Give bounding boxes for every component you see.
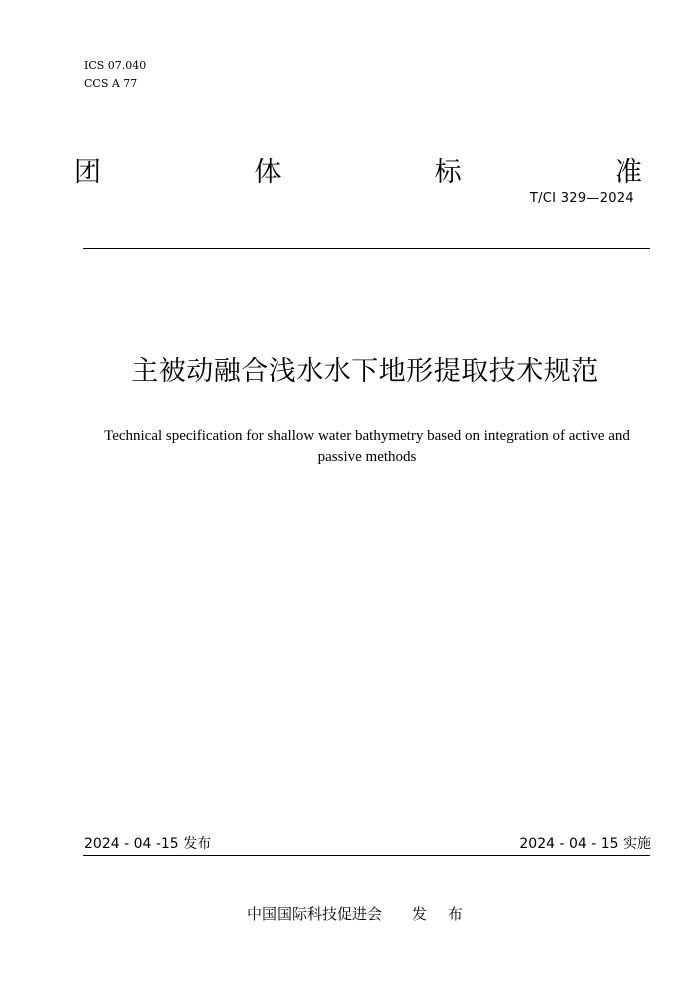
date-row — [84, 834, 651, 854]
standard-number: T/CI 329—2024 — [529, 191, 634, 206]
heading-char-1: 团 — [74, 157, 101, 188]
heading-char-2: 体 — [254, 157, 282, 188]
heading-char-4: 准 — [614, 157, 642, 188]
ics-code: ICS 07.040 — [84, 59, 147, 72]
document-title-english: Technical specification for shallow water bathymetry based on integration of active and passive methods — [104, 428, 630, 465]
bottom-divider — [83, 855, 650, 856]
document-title-chinese: 主被动融合浅水水下地形提取技术规范 — [131, 356, 599, 387]
top-divider — [83, 248, 650, 249]
heading-char-3: 标 — [434, 157, 462, 188]
standard-type-heading — [74, 156, 642, 190]
publisher-line — [247, 903, 471, 925]
release-date: 2024 - 04 -15 发布 — [84, 836, 212, 852]
publisher-name: 中国国际科技促进会 — [247, 905, 383, 923]
publisher-action: 发 布 — [412, 905, 471, 923]
classification-codes — [84, 57, 146, 93]
ccs-code: CCS A 77 — [84, 77, 138, 90]
implementation-date: 2024 - 04 - 15 实施 — [519, 836, 651, 852]
